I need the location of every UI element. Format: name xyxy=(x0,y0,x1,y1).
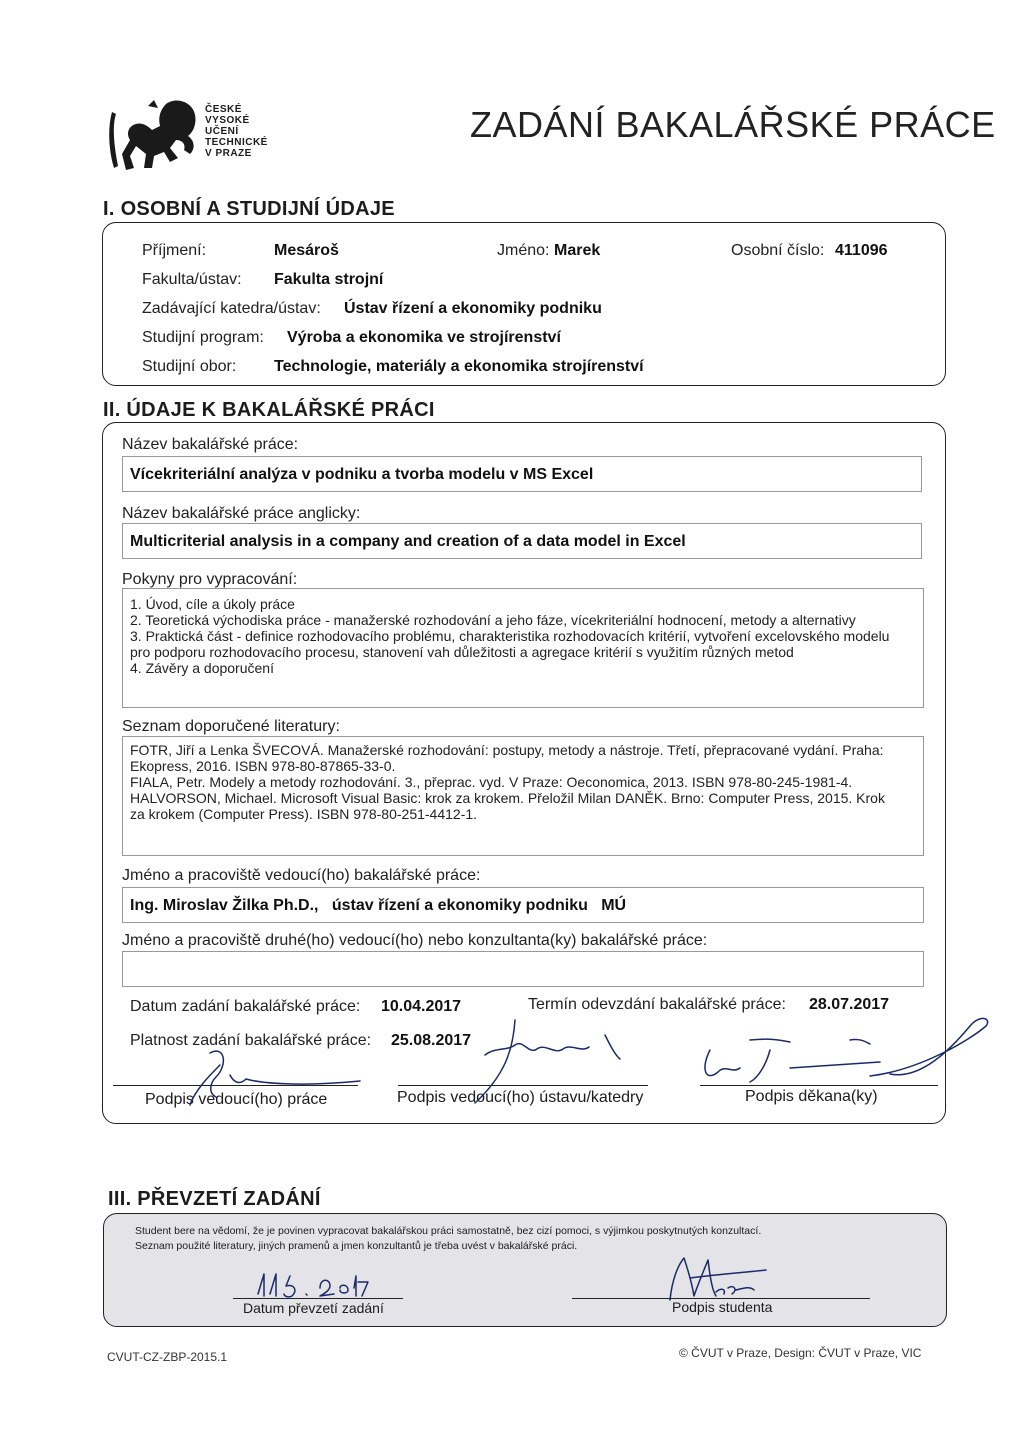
guidelines-label: Pokyny pro vypracování: xyxy=(122,571,298,588)
supervisor-signature xyxy=(150,1035,370,1115)
department-value: Ústav řízení a ekonomiky podniku xyxy=(344,300,602,317)
surname-label: Příjmení: xyxy=(142,242,207,259)
surname-value: Mesároš xyxy=(274,242,339,259)
supervisor-label: Jméno a pracoviště vedoucí(ho) bakalářské práce: xyxy=(122,867,481,884)
copyright-note: © ČVUT v Praze, Design: ČVUT v Praze, VIC xyxy=(679,1346,922,1360)
handover-date-label: Datum převzetí zadání xyxy=(243,1300,384,1316)
literature-label: Seznam doporučené literatury: xyxy=(122,718,340,735)
faculty-label: Fakulta/ústav: xyxy=(142,271,242,288)
university-name-logo-text: ČESKÉ VYSOKÉ UČENÍ TECHNICKÉ V PRAZE xyxy=(205,104,268,159)
form-code: CVUT-CZ-ZBP-2015.1 xyxy=(107,1350,228,1364)
student-signature-label: Podpis studenta xyxy=(672,1299,773,1315)
thesis-title-en-field xyxy=(122,523,922,559)
handover-note-line-2: Seznam použité literatury, jiných pramenů a jmen konzultantů je třeba uvést v bakalářské práci. xyxy=(135,1240,578,1252)
study-program-label: Studijní program: xyxy=(142,329,264,346)
literature-text: FOTR, Jiří a Lenka ŠVECOVÁ. Manažerské rozhodování: postupy, metody a nástroje. Třetí, přepracované vydání. Praha: Ekopress, 2016. ISBN 978-80-87865-33-0. FIALA, Petr. Modely a metody rozhodování. 3., přeprac. vyd. V Praze: Oeconomica, 2013. ISBN 978-80-245-1981-4. HALVORSON, Michael. Microsoft Visual Basic: krok za krokem. Přeložil Milan DANĚK. Brno: Computer Press, 2015. Krok za krokem (Computer Press). ISBN 978-80-251-4412-1. xyxy=(130,742,885,822)
study-field-value: Technologie, materiály a ekonomika strojírenství xyxy=(274,358,644,375)
validity-value: 25.08.2017 xyxy=(391,1032,472,1049)
guidelines-field xyxy=(122,588,924,708)
section-3-title: III. PŘEVZETÍ ZADÁNÍ xyxy=(108,1188,321,1210)
thesis-title-value: Vícekriteriální analýza v podniku a tvorba modelu v MS Excel xyxy=(130,466,594,483)
dean-signature-label: Podpis děkana(ky) xyxy=(745,1088,878,1105)
study-field-label: Studijní obor: xyxy=(142,358,237,375)
submission-deadline-label: Termín odevzdání bakalářské práce: xyxy=(528,996,786,1013)
submission-deadline-value: 28.07.2017 xyxy=(809,996,890,1013)
university-lion-logo xyxy=(108,96,203,176)
guidelines-text: 1. Úvod, cíle a úkoly práce 2. Teoretická východiska práce - manažerské rozhodování a jeho fáze, vícekriteriální hodnocení, metody a alternativy 3. Praktická část - definice rozhodovacího problému, charakteristika rozhodovacích kritérií, vytvoření excelovského modelu pro podporu rozhodovacího procesu, stanovení vah důležitosti a agregace kritérií s využitím různých metod 4. Závěry a doporučení xyxy=(130,596,890,676)
department-head-signature-label: Podpis vedoucí(ho) ústavu/katedry xyxy=(397,1089,644,1106)
thesis-title-field xyxy=(122,456,922,492)
second-supervisor-label: Jméno a pracoviště druhé(ho) vedoucí(ho) nebo konzultanta(ky) bakalářské práce: xyxy=(122,932,708,949)
section-2-title: II. ÚDAJE K BAKALÁŘSKÉ PRÁCI xyxy=(103,399,435,421)
supervisor-field xyxy=(122,887,924,923)
handwritten-handover-date xyxy=(250,1268,370,1302)
personal-number-value: 411096 xyxy=(835,242,888,259)
assignment-date-label: Datum zadání bakalářské práce: xyxy=(130,998,361,1015)
validity-label: Platnost zadání bakalářské práce: xyxy=(130,1032,372,1049)
document-title: ZADÁNÍ BAKALÁŘSKÉ PRÁCE xyxy=(470,104,996,145)
thesis-title-label: Název bakalářské práce: xyxy=(122,436,299,453)
name-value: Marek xyxy=(554,242,601,259)
handover-date-line xyxy=(233,1298,403,1299)
literature-field xyxy=(122,736,924,856)
department-label: Zadávající katedra/ústav: xyxy=(142,300,321,317)
supervisor-signature-label: Podpis vedoucí(ho) práce xyxy=(145,1091,328,1108)
supervisor-value: Ing. Miroslav Žilka Ph.D., ústav řízení a ekonomiky podniku MÚ xyxy=(130,897,627,914)
faculty-value: Fakulta strojní xyxy=(274,271,384,288)
personal-number-label: Osobní číslo: xyxy=(731,242,825,259)
handover-note-line-1: Student bere na vědomí, že je povinen vypracovat bakalářskou práci samostatně, bez cizí pomoci, s výjimkou poskytnutých konzultací. xyxy=(135,1225,762,1237)
department-head-signature xyxy=(465,1015,640,1110)
name-label: Jméno: xyxy=(497,242,550,259)
second-supervisor-field xyxy=(122,951,924,987)
assignment-date-value: 10.04.2017 xyxy=(381,998,462,1015)
thesis-title-en-value: Multicriterial analysis in a company and creation of a data model in Excel xyxy=(130,533,686,550)
section-1-title: I. OSOBNÍ A STUDIJNÍ ÚDAJE xyxy=(103,198,395,220)
thesis-title-en-label: Název bakalářské práce anglicky: xyxy=(122,505,361,522)
study-program-value: Výroba a ekonomika ve strojírenství xyxy=(287,329,561,346)
dean-signature xyxy=(670,1010,990,1100)
